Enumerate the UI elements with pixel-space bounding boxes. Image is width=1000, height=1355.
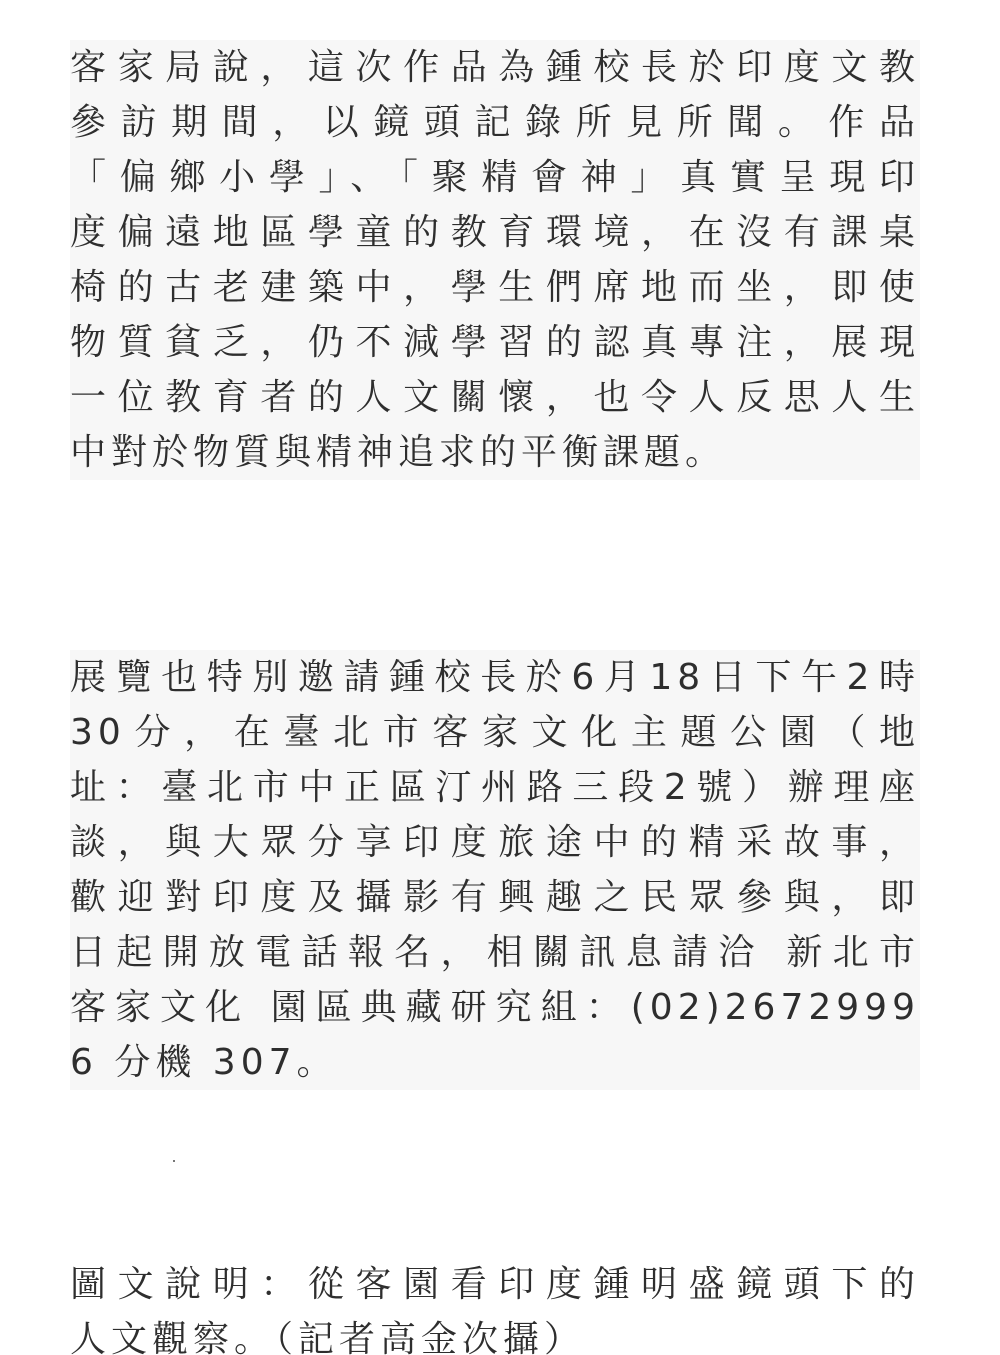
text-line: 一位教育者的人文關懷，也令人反思人生 [70,377,920,418]
text-line: 度偏遠地區學童的教育環境，在沒有課桌 [70,212,920,253]
text-line: 日起開放電話報名，相關訊息請洽 新北市 [70,932,920,973]
text-line: 址：臺北市中正區汀州路三段2號）辦理座 [70,767,920,808]
text-line: 展覽也特別邀請鍾校長於6月18日下午2時 [70,657,920,698]
text-line: 「偏鄉小學」、「聚精會神」真實呈現印 [70,157,920,198]
paragraph-exhibition-works [70,40,920,480]
photo-caption [70,1257,920,1355]
text-line: 人文觀察。（記者高金次攝） [70,1319,586,1355]
text-line: 圖文說明：從客園看印度鍾明盛鏡頭下的 [70,1264,920,1305]
text-line: 客家局說，這次作品為鍾校長於印度文教 [70,47,920,88]
text-line: 30分，在臺北市客家文化主題公園（地 [70,712,920,753]
speck-mark [173,1160,175,1162]
paragraph-talk-invitation [70,650,920,1090]
text-line: 6 分機 307。 [70,1042,338,1083]
text-line: 物質貧乏，仍不減學習的認真專注，展現 [70,322,920,363]
text-line: 客家文化 園區典藏研究組：(02)2672999 [70,987,920,1028]
text-line: 談，與大眾分享印度旅途中的精采故事， [70,822,920,863]
text-line: 歡迎對印度及攝影有興趣之民眾參與，即 [70,877,920,918]
text-line: 椅的古老建築中，學生們席地而坐，即使 [70,267,920,308]
text-line: 中對於物質與精神追求的平衡課題。 [70,432,727,473]
text-line: 參訪期間，以鏡頭記錄所見所聞。作品 [70,102,920,143]
